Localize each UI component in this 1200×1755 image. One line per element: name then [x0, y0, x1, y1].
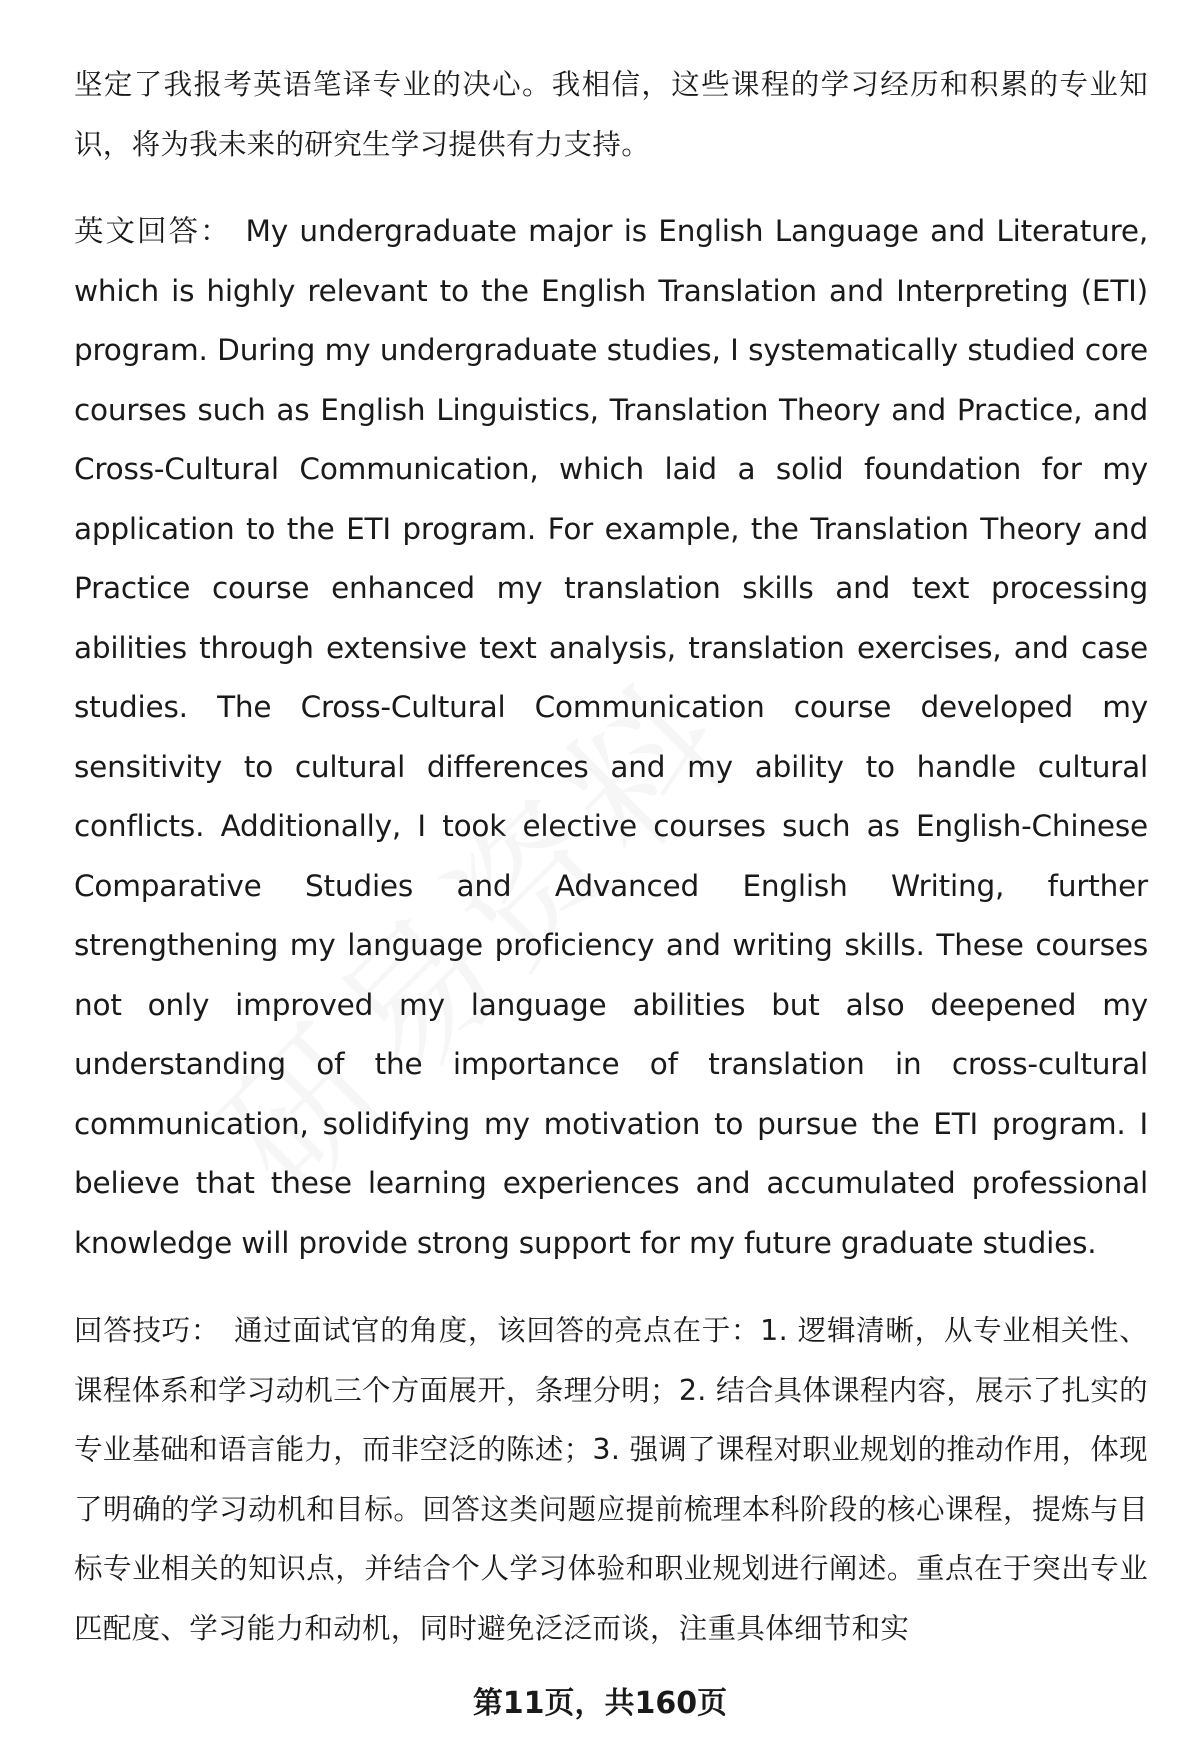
- english-answer-paragraph: [74, 202, 1148, 1273]
- intro-paragraph: [74, 55, 1148, 174]
- page-number-footer: 第11页，共160页: [472, 1686, 728, 1721]
- answer-tips-label: 回答技巧：: [74, 1314, 221, 1347]
- page-content: [74, 55, 1148, 1686]
- answer-tips-text: 通过面试官的角度，该回答的亮点在于：1. 逻辑清晰，从专业相关性、课程体系和学习动机三个方面展开，条理分明；2. 结合具体课程内容，展示了扎实的专业基础和语言能力，而非空泛的陈述；3. 强调了课程对职业规划的推动作用，体现了明确的学习动机和目标。回答这类问题应提前梳理本科阶段的核心课程，提炼与目标专业相关的知识点，并结合个人学习体验和职业规划进行阐述。重点在于突出专业匹配度、学习能力和动机，同时避免泛泛而谈，注重具体细节和实: [74, 1314, 1148, 1645]
- intro-text: 坚定了我报考英语笔译专业的决心。我相信，这些课程的学习经历和积累的专业知识，将为我未来的研究生学习提供有力支持。: [74, 68, 1148, 161]
- english-answer-label: 英文回答：: [74, 214, 232, 248]
- english-answer-text: My undergraduate major is English Language and Literature, which is highly relevant to the English Translation and Interpreting (ETI) program. During my undergraduate studies, I systematically studied core courses such as English Linguistics, Translation Theory and Practice, and Cross-Cultural Communication, which laid a solid foundation for my application to the ETI program. For example, the Translation Theory and Practice course enhanced my translation skills and text processing abilities through extensive text analysis, translation exercises, and case studies. The Cross-Cultural Communication course developed my sensitivity to cultural differences and my ability to handle cultural conflicts. Additionally, I took elective courses such as English-Chinese Comparative Studies and Advanced English Writing, further strengthening my language proficiency and writing skills. These courses not only improved my language abilities but also deepened my understanding of the importance of translation in cross-cultural communication, solidifying my motivation to pursue the ETI program. I believe that these learning experiences and accumulated professional knowledge will provide strong support for my future graduate studies.: [74, 214, 1148, 1260]
- answer-tips-paragraph: [74, 1301, 1148, 1658]
